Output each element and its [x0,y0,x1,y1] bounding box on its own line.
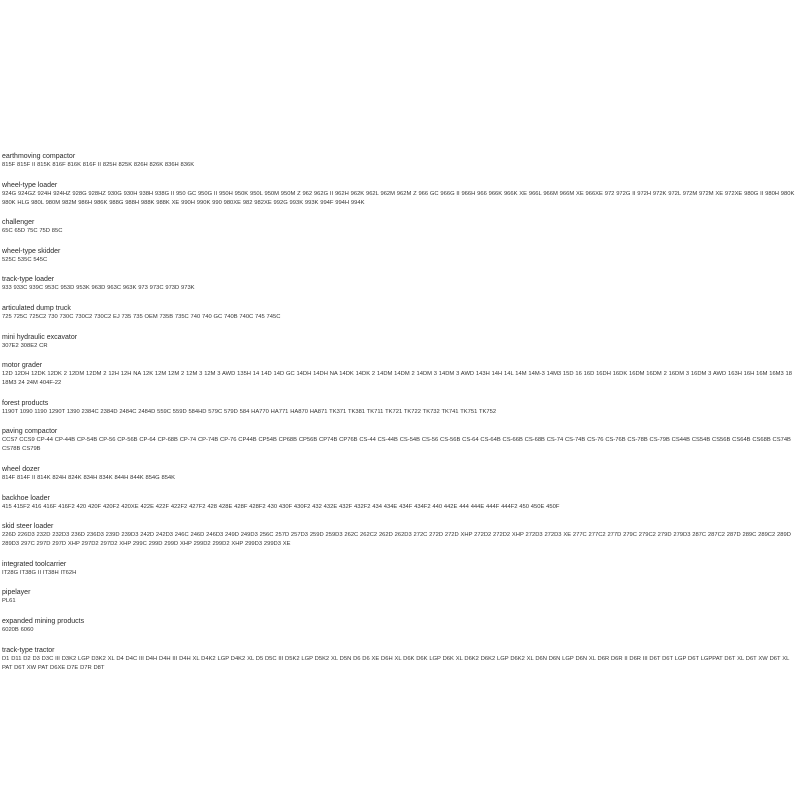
section-heading: mini hydraulic excavator [2,333,78,341]
model-list: 307E2 308E2 CR [2,342,48,349]
model-list: 814F 814F II 814K 824H 824K 834H 834K 844H 844K 854G 854K [2,474,176,481]
model-list: 415 415F2 416 416F 416F2 420 420F 420F2 420XE 422E 422F 422F2 427F2 428 428E 428F 428F2 430 430F 430F2 432 432E 432F 432F2 434 434E 434F 434F2 440 442E 444 444E 444F 444F2 450 450E 450F [2,503,560,510]
section-backhoe-loader [2,494,800,512]
section-integrated-toolcarrier [2,560,800,578]
section-wheel-type-loader [2,181,800,208]
model-list: CCS7 CCS9 CP-44 CP-44B CP-54B CP-56 CP-56B CP-64 CP-68B CP-74 CP-74B CP-76 CP44B CP54B CP68B CP56B CP74B CP76B CS-44 CS-44B CS-54B CS-56 CS-56B CS-64 CS-64B CS-66B CS-68B CS-74 CS-74B CS-76 CS-76B CS-78B CS-79B CS44B CS54B CS56B CS64B CS68B CS74B CS78B CS79B [2,437,791,453]
section-track-type-tractor [2,646,800,673]
section-heading: pipelayer [2,589,31,597]
section-heading: paving compactor [2,428,58,436]
model-list: 924G 924GZ 924H 924HZ 928G 928HZ 930G 930H 938H 938G II 950 GC 950G II 950H 950K 950L 950M 950M Z 962 962G II 962H 962K 962L 962M 962M Z 966 GC 966G II 966H 966 966K 966K XE 966L 966M 966M XE 966XE 972 972G II 972H 972K 972L 972M 972M XE 972XE 980G II 980H 980K 980K HLG 980L 980M 982M 986H 986K 988G 988H 988K 988K XE 990H 990K 990 980XE 982 982XE 992G 993K 993K 994F 994H 994K [2,190,795,206]
section-heading: wheel-type loader [2,181,58,189]
section-motor-grader [2,361,800,388]
section-heading: track-type tractor [2,646,55,654]
section-heading: motor grader [2,362,43,370]
section-challenger [2,218,800,236]
model-list: IT28G IT38G II IT38H IT62H [2,569,77,576]
model-list: 1190T 1090 1190 1290T 1390 2384C 2384D 2484C 2484D 559C 559D 584HD 579C 579D 584 HA770 HA771 HA870 HA871 TK371 TK381 TK711 TK721 TK722 TK732 TK741 TK751 TK752 [2,408,497,415]
model-list: 226D 226D3 232D 232D3 236D 236D3 239D 239D3 242D 242D3 246C 246D 246D3 249D 249D3 256C 257D 257D3 259D 259D3 262C 262C2 262D 262D3 272C 272D 272D XHP 272D2 272D2 XHP 272D3 272D3 XE 277C 277C2 277D 279C 279C2 279D 279D3 287C 287C2 287D 289C 289C2 289D 289D3 297C 297D 297D XHP 297D2 297D2 XHP 299C 299D 299D XHP 299D2 299D2 XHP 299D3 299D3 XE [2,532,791,548]
section-heading: track-type loader [2,276,55,284]
model-list: 65C 65D 75C 75D 85C [2,228,63,235]
section-heading: articulated dump truck [2,304,71,312]
section-forest-products [2,399,800,417]
section-heading: expanded mining products [2,617,85,625]
section-heading: wheel-type skidder [2,247,61,255]
model-list: 815F 815F II 815K 816F 816K 816F II 825H 825K 826H 826K 836H 836K [2,162,195,168]
section-heading: earthmoving compactor [2,153,76,160]
section-earthmoving-compactor [2,152,800,170]
model-list: 6020B 6060 [2,626,34,633]
section-pipelayer [2,588,800,606]
section-heading: integrated toolcarrier [2,560,67,568]
model-list: 933 933C 939C 953C 953D 953K 963D 963C 963K 973 973C 973D 973K [2,285,195,292]
section-heading: skid steer loader [2,523,54,531]
section-wheel-type-skidder [2,247,800,265]
section-articulated-dump-truck [2,304,800,322]
section-heading: challenger [2,219,35,227]
model-list: 12D 12DH 12DK 12DK 2 12DM 12DM 2 12H 12H NA 12K 12M 12M 2 12M 3 12M 3 AWD 135H 14 14D 14D GC 14DH 14DH NA 14DK 14DK 2 14DM 14DM 2 14DM 3 14DM 3 AWD 143H 14H 14L 14M 14M-3 14M3 15D 16 16D 16DH 16DK 16DM 16DM 2 16DM 3 16DM 3 AWD 163H 16H 16M 16M3 18 18M3 24 24M 404F-22 [2,371,792,387]
model-list: 525C 535C 545C [2,256,48,263]
model-list: 725 725C 725C2 730 730C 730C2 730C2 EJ 735 735 OEM 735B 735C 740 740 GC 740B 740C 745 745C [2,313,281,320]
section-wheel-dozer [2,465,800,483]
section-skid-steer-loader [2,522,800,549]
model-list: D1 D11 D2 D3 D3C III D3K2 LGP D3K2 XL D4 D4C III D4H D4H III D4H XL D4K2 LGP D4K2 XL D5 D5C III D5K2 LGP D5K2 XL D5N D6 D6 XE D6H XL D6K D6K LGP D6K XL D6K2 D6K2 LGP D6K2 XL D6N D6N LGP D6N XL D6R D6R II D6R III D6T D6T LGP D6T LGPPAT D6T XL D6T XW D6T XL PAT D6T XW PAT D6XE D7E D7R D8T [2,655,790,671]
section-track-type-loader [2,275,800,293]
section-expanded-mining-products [2,617,800,635]
section-paving-compactor [2,427,800,454]
section-heading: forest products [2,399,49,407]
section-heading: backhoe loader [2,494,50,502]
section-heading: wheel dozer [2,465,40,473]
section-mini-hydraulic-excavator [2,333,800,351]
model-list: PL61 [2,598,16,605]
